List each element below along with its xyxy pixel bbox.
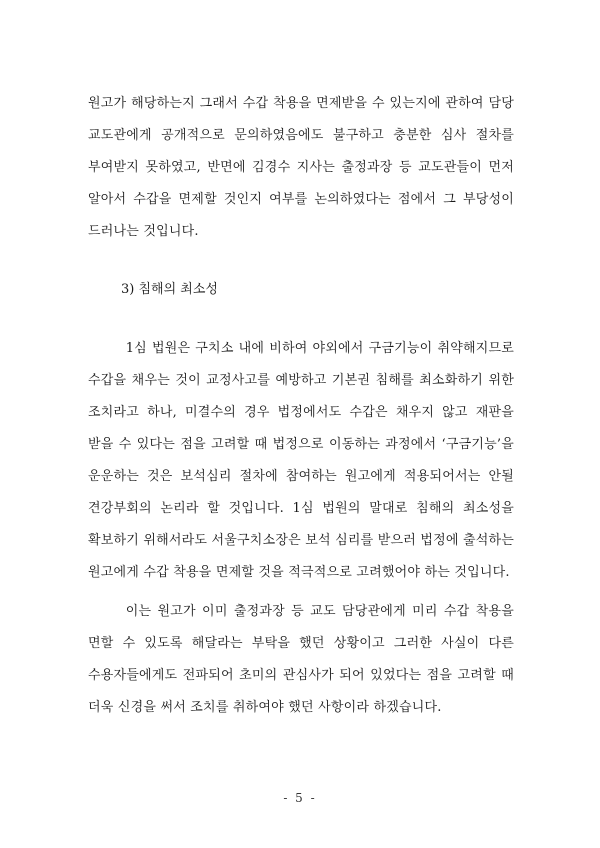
paragraph-minimum-infringement: 1심 법원은 구치소 내에 비하여 야외에서 구금기능이 취약해지므로 수갑을 채우는 것이 교정사고를 예방하고 기본권 침해를 최소화하기 위한 조치라고 하나, 미결수의 경우 법정에서도 수갑은 채우지 않고 재판을 받을 수 있다는 점을 고려할 때 법정으로 이동하는 과정에서 ‘구금기능’을 운운하는 것은 보석심리 절차에 참여하는 원고에게 적용되어서는 안될 견강부회의 논리라 할 것입니다. 1심 법원의 말대로 침해의 최소성을 확보하기 위해서라도 서울구치소장은 보석 심리를 받으러 법정에 출석하는 원고에게 수갑 착용을 면제할 것을 적극적으로 고려했어야 하는 것입니다.: [88, 341, 514, 580]
paragraph-continuation: 원고가 해당하는지 그래서 수갑 착용을 면제받을 수 있는지에 관하여 담당 교도관에게 공개적으로 문의하였음에도 불구하고 충분한 심사 절차를 부여받지 못하였고, 반면에 김경수 지사는 출정과장 등 교도관들이 먼저 알아서 수갑을 면제할 것인지 여부를 논의하였다는 점에서 그 부당성이 드러나는 것입니다.: [88, 96, 514, 239]
section-heading: 3) 침해의 최소성: [121, 282, 218, 297]
page-number: - 5 -: [283, 791, 317, 805]
paragraph-conclusion: 이는 원고가 이미 출정과장 등 교도 담당관에게 미리 수갑 착용을 면할 수 있도록 해달라는 부탁을 했던 상황이고 그러한 사실이 다른 수용자들에게도 전파되어 초미의 관심사가 되어 있었다는 점을 고려할 때 더욱 신경을 써서 조치를 취하여야 했던 사항이라 하겠습니다.: [88, 604, 514, 715]
